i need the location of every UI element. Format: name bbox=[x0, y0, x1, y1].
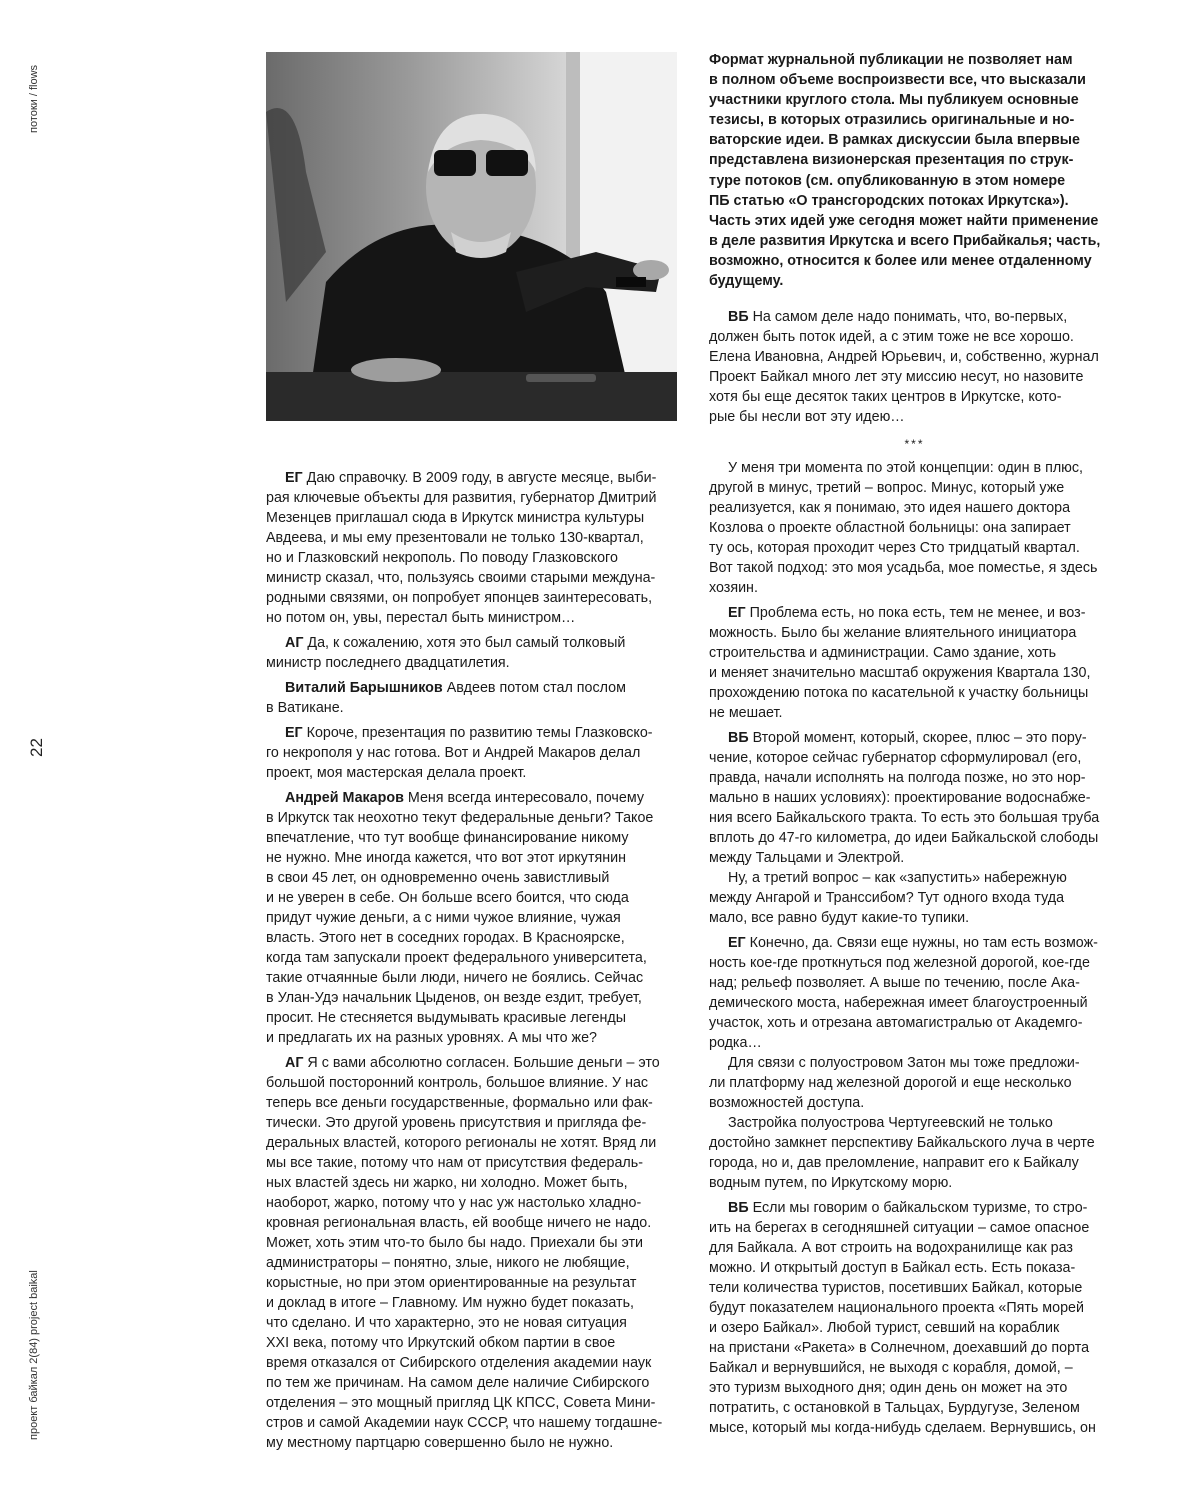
line-text: Авдеева, и мы ему презентовали не только 130-квартал, bbox=[266, 530, 644, 546]
text-line bbox=[709, 1073, 1129, 1093]
text-line bbox=[266, 1353, 686, 1373]
text-line bbox=[266, 868, 686, 888]
line-text: У меня три момента по этой концепции: один в плюс, bbox=[728, 460, 1084, 476]
text-line bbox=[709, 1278, 1129, 1298]
paragraph bbox=[266, 633, 686, 673]
speaker-label: ЕГ bbox=[728, 605, 746, 621]
line-text: кровная региональная власть, ей вообще ничего не надо. bbox=[266, 1215, 652, 1231]
line-text: между Ангарой и Транссибом? Тут одного входа туда bbox=[709, 890, 1065, 906]
paragraph bbox=[266, 788, 686, 1048]
line-text: Для связи с полуостровом Затон мы тоже предложи- bbox=[728, 1055, 1080, 1071]
text-line bbox=[266, 1433, 686, 1453]
text-line bbox=[266, 948, 686, 968]
text-line bbox=[266, 633, 686, 653]
text-line bbox=[266, 928, 686, 948]
line-text: участок, хоть и отрезана автомагистралью от Академго- bbox=[709, 1015, 1083, 1031]
text-line bbox=[709, 1338, 1129, 1358]
line-text: потратить, с остановкой в Тальцах, Бурдугузе, Зеленом bbox=[709, 1400, 1080, 1416]
text-line bbox=[709, 1358, 1129, 1378]
line-text: теперь все деньги государственные, формально или фак- bbox=[266, 1095, 653, 1111]
speaker-label: Андрей Макаров bbox=[285, 790, 404, 806]
text-line bbox=[266, 1413, 686, 1433]
speaker-label: АГ bbox=[285, 1055, 304, 1071]
portrait-photo bbox=[266, 52, 677, 421]
text-line bbox=[266, 1113, 686, 1133]
line-text: Ну, а третий вопрос – как «запустить» набережную bbox=[728, 870, 1067, 886]
text-line bbox=[709, 623, 1129, 643]
text-line bbox=[709, 347, 1129, 367]
speaker-label: ЕГ bbox=[285, 470, 303, 486]
paragraph bbox=[709, 307, 1129, 427]
right-column-top bbox=[709, 307, 1129, 427]
intro-line: ваторские идеи. В рамках дискуссии была впервые bbox=[709, 132, 1080, 149]
line-text: это туризм выходного дня; один день он может на это bbox=[709, 1380, 1068, 1396]
text-line bbox=[266, 588, 686, 608]
line-text: хозяин. bbox=[709, 580, 758, 596]
text-line bbox=[266, 508, 686, 528]
text-line bbox=[709, 848, 1129, 868]
text-line bbox=[709, 768, 1129, 788]
text-line bbox=[709, 888, 1129, 908]
line-text: ить на берегах в сегодняшней ситуации – самое опасное bbox=[709, 1220, 1090, 1236]
paragraph bbox=[709, 1113, 1129, 1193]
intro-line: тезисы, в которых отразились оригинальные и но- bbox=[709, 112, 1075, 129]
line-text: ли платформу над железной дорогой и еще несколько bbox=[709, 1075, 1072, 1091]
text-line bbox=[266, 653, 686, 673]
text-line bbox=[709, 1113, 1129, 1133]
line-text: вплоть до 47-го километра, до идеи Байкальской слободы bbox=[709, 830, 1099, 846]
paragraph bbox=[709, 933, 1129, 1053]
text-line bbox=[709, 458, 1129, 478]
line-text: Мезенцев приглашал сюда в Иркутск министра культуры bbox=[266, 510, 645, 526]
right-column bbox=[709, 458, 1129, 1438]
text-line bbox=[266, 743, 686, 763]
text-line bbox=[266, 1333, 686, 1353]
text-line bbox=[709, 558, 1129, 578]
line-text: большой посторонний контроль, большое влияние. У нас bbox=[266, 1075, 649, 1091]
journal-label: проект байкал 2(84) project baikal bbox=[28, 1270, 40, 1440]
line-text: можность. Было бы желание влиятельного инициатора bbox=[709, 625, 1077, 641]
text-line bbox=[266, 608, 686, 628]
line-text: строительства и администрации. Само здание, хоть bbox=[709, 645, 1057, 661]
paragraph bbox=[709, 1198, 1129, 1438]
text-line bbox=[709, 407, 1129, 427]
line-text: Проблема есть, но пока есть, тем не менее, и воз- bbox=[749, 605, 1086, 621]
line-text: му местному партцарю совершенно было не нужно. bbox=[266, 1435, 614, 1451]
text-line bbox=[266, 888, 686, 908]
text-line bbox=[266, 1133, 686, 1153]
line-text: родка… bbox=[709, 1035, 762, 1051]
text-line bbox=[266, 1008, 686, 1028]
line-text: На самом деле надо понимать, что, во-первых, bbox=[752, 309, 1068, 325]
line-text: но и Глазковский некрополь. По поводу Глазковского bbox=[266, 550, 618, 566]
line-text: и меняет значительно масштаб окружения Квартала 130, bbox=[709, 665, 1091, 681]
text-line bbox=[709, 953, 1129, 973]
text-line bbox=[709, 1238, 1129, 1258]
line-text: Байкал и вернувшийся, не выходя с корабля, домой, – bbox=[709, 1360, 1073, 1376]
text-line bbox=[709, 748, 1129, 768]
line-text: время отказался от Сибирского отделения академии наук bbox=[266, 1355, 652, 1371]
text-line bbox=[709, 908, 1129, 928]
paragraph bbox=[709, 1053, 1129, 1113]
line-text: реализуется, как я понимаю, это идея нашего доктора bbox=[709, 500, 1071, 516]
text-line bbox=[709, 1153, 1129, 1173]
text-line bbox=[709, 603, 1129, 623]
text-line bbox=[709, 1318, 1129, 1338]
line-text: Козлова о проекте областной больницы: она запирает bbox=[709, 520, 1071, 536]
line-text: впечатление, что тут вообще финансирование никому bbox=[266, 830, 629, 846]
intro-line: в деле развития Иркутска и всего Прибайкалья; часть, bbox=[709, 232, 1101, 249]
line-text: деральных властей, которого регионалы не хотят. Вряд ли bbox=[266, 1135, 657, 1151]
line-text: не мешает. bbox=[709, 705, 783, 721]
text-line bbox=[709, 993, 1129, 1013]
text-line bbox=[709, 1173, 1129, 1193]
text-line bbox=[266, 568, 686, 588]
text-line bbox=[709, 643, 1129, 663]
line-text: XXI века, потому что Иркутский обком партии в свое bbox=[266, 1335, 616, 1351]
text-line bbox=[266, 1253, 686, 1273]
line-text: администраторы – понятно, злые, никого не любящие, bbox=[266, 1255, 630, 1271]
intro-line: Часть этих идей уже сегодня может найти применение bbox=[709, 212, 1099, 229]
line-text: над; рельеф позволяет. А выше по течению, после Ака- bbox=[709, 975, 1080, 991]
speaker-label: ЕГ bbox=[285, 725, 303, 741]
line-text: мало, все равно будут какие-то тупики. bbox=[709, 910, 970, 926]
line-text: придут чужие деньги, а с ними чужое влияние, чужая bbox=[266, 910, 621, 926]
line-text: мы все такие, потому что нам от присутствия федераль- bbox=[266, 1155, 643, 1171]
text-line bbox=[709, 518, 1129, 538]
line-text: Елена Ивановна, Андрей Юрьевич, и, собственно, журнал bbox=[709, 349, 1099, 365]
section-separator: *** bbox=[904, 437, 925, 451]
line-text: когда там запускали проект федерального университета, bbox=[266, 950, 647, 966]
line-text: Вот такой подход: это моя усадьба, мое поместье, я здесь bbox=[709, 560, 1098, 576]
text-line bbox=[709, 1093, 1129, 1113]
intro-line: в полном объеме воспроизвести все, что высказали bbox=[709, 72, 1086, 89]
text-line bbox=[266, 723, 686, 743]
text-line bbox=[266, 1173, 686, 1193]
line-text: отделения – это мощный пригляд ЦК КПСС, Совета Мини- bbox=[266, 1395, 656, 1411]
text-line bbox=[709, 663, 1129, 683]
text-line bbox=[709, 1418, 1129, 1438]
line-text: правда, начали исполнять на полгода позже, но это нор- bbox=[709, 770, 1086, 786]
line-text: чение, которое сейчас губернатор сформулировал (его, bbox=[709, 750, 1082, 766]
line-text: ность кое-где проткнуться под железной дорогой, кое-где bbox=[709, 955, 1090, 971]
line-text: родными связями, он попробует японцев заинтересовать, bbox=[266, 590, 653, 606]
line-text: Может, хоть этим что-то было бы надо. Приехали бы эти bbox=[266, 1235, 644, 1251]
text-line bbox=[709, 1013, 1129, 1033]
text-line bbox=[266, 908, 686, 928]
line-text: по тем же причинам. На самом деле наличие Сибирского bbox=[266, 1375, 650, 1391]
text-line bbox=[709, 933, 1129, 953]
text-line bbox=[266, 1273, 686, 1293]
line-text: хотя бы еще десяток таких центров в Иркутске, кото- bbox=[709, 389, 1062, 405]
line-text: тически. Это другой уровень присутствия и пригляда фе- bbox=[266, 1115, 647, 1131]
text-line bbox=[266, 828, 686, 848]
line-text: ния всего Байкальского тракта. То есть это большая труба bbox=[709, 810, 1100, 826]
line-text: Даю справочку. В 2009 году, в августе месяце, выби- bbox=[306, 470, 657, 486]
text-line bbox=[266, 1073, 686, 1093]
paragraph bbox=[266, 468, 686, 628]
text-line bbox=[266, 968, 686, 988]
line-text: корыстные, но при этом ориентированные на результат bbox=[266, 1275, 637, 1291]
text-line bbox=[266, 1153, 686, 1173]
text-line bbox=[266, 1093, 686, 1113]
line-text: Проект Байкал много лет эту миссию несут, но назовите bbox=[709, 369, 1084, 385]
intro-line: туре потоков (см. опубликованную в этом номере bbox=[709, 172, 1066, 189]
text-line bbox=[709, 538, 1129, 558]
text-line bbox=[709, 578, 1129, 598]
text-line bbox=[266, 548, 686, 568]
line-text: Конечно, да. Связи еще нужны, но там есть возмож- bbox=[749, 935, 1098, 951]
text-line bbox=[709, 788, 1129, 808]
line-text: стров и самой Академии наук СССР, что нашему тогдашне- bbox=[266, 1415, 663, 1431]
line-text: ных властей здесь ни жарко, ни холодно. Может быть, bbox=[266, 1175, 628, 1191]
text-line bbox=[266, 678, 686, 698]
text-line bbox=[709, 1198, 1129, 1218]
speaker-label: ЕГ bbox=[728, 935, 746, 951]
speaker-label: ВБ bbox=[728, 730, 749, 746]
text-line bbox=[709, 1133, 1129, 1153]
line-text: такие отчаянные были люди, ничего не боялись. Сейчас bbox=[266, 970, 644, 986]
text-line bbox=[709, 828, 1129, 848]
text-line bbox=[709, 367, 1129, 387]
line-text: в Улан-Удэ начальник Цыденов, он везде ездит, требует, bbox=[266, 990, 642, 1006]
line-text: и доклад в итоге – Главному. Им нужно будет показать, bbox=[266, 1295, 635, 1311]
line-text: ту ось, которая проходит через Сто тридцатый квартал. bbox=[709, 540, 1080, 556]
intro-lead bbox=[709, 50, 1129, 291]
line-text: министр сказал, что, пользуясь своими старыми междуна- bbox=[266, 570, 656, 586]
text-line bbox=[709, 327, 1129, 347]
text-line bbox=[709, 478, 1129, 498]
text-line bbox=[266, 788, 686, 808]
paragraph bbox=[709, 458, 1129, 598]
text-line bbox=[709, 498, 1129, 518]
line-text: го некрополя у нас готова. Вот и Андрей Макаров делал bbox=[266, 745, 641, 761]
line-text: между Тальцами и Электрой. bbox=[709, 850, 905, 866]
text-line bbox=[709, 728, 1129, 748]
paragraph bbox=[266, 678, 686, 718]
line-text: рые бы несли вот эту идею… bbox=[709, 409, 905, 425]
speaker-label: АГ bbox=[285, 635, 304, 651]
page-number: 22 bbox=[27, 738, 46, 757]
line-text: Если мы говорим о байкальском туризме, то стро- bbox=[752, 1200, 1088, 1216]
section-label: потоки / flows bbox=[28, 64, 40, 133]
line-text: не нужно. Мне иногда кажется, что вот этот иркутянин bbox=[266, 850, 627, 866]
text-line bbox=[266, 808, 686, 828]
line-text: должен быть поток идей, а с этим тоже не все хорошо. bbox=[709, 329, 1074, 345]
text-line bbox=[266, 988, 686, 1008]
paragraph bbox=[709, 728, 1129, 868]
text-line bbox=[709, 868, 1129, 888]
line-text: власть. Этого нет в соседних городах. В Красноярске, bbox=[266, 930, 625, 946]
line-text: Короче, презентация по развитию темы Глазковско- bbox=[306, 725, 653, 741]
text-line bbox=[266, 528, 686, 548]
line-text: Второй момент, который, скорее, плюс – это пору- bbox=[752, 730, 1087, 746]
line-text: проект, моя мастерская делала проект. bbox=[266, 765, 527, 781]
line-text: мально в наших условиях): проектирование водоснабже- bbox=[709, 790, 1091, 806]
line-text: Меня всегда интересовало, почему bbox=[407, 790, 644, 806]
line-text: Я с вами абсолютно согласен. Большие деньги – это bbox=[307, 1055, 660, 1071]
line-text: на пристани «Ракета» в Солнечном, доехавший до порта bbox=[709, 1340, 1090, 1356]
text-line bbox=[709, 808, 1129, 828]
text-line bbox=[266, 468, 686, 488]
paragraph bbox=[709, 603, 1129, 723]
line-text: Застройка полуострова Чертугеевский не только bbox=[728, 1115, 1053, 1131]
text-line bbox=[266, 1393, 686, 1413]
text-line bbox=[709, 683, 1129, 703]
text-line bbox=[709, 703, 1129, 723]
intro-line: ПБ статью «О трансгородских потоках Иркутска»). bbox=[709, 192, 1069, 209]
text-line bbox=[709, 387, 1129, 407]
text-line bbox=[709, 1033, 1129, 1053]
line-text: города, но и, дав преломление, направит его к Байкалу bbox=[709, 1155, 1079, 1171]
paragraph bbox=[709, 868, 1129, 928]
line-text: и не уверен в себе. Он больше всего боится, что сюда bbox=[266, 890, 629, 906]
line-text: возможностей доступа. bbox=[709, 1095, 865, 1111]
text-line bbox=[709, 1378, 1129, 1398]
intro-line: представлена визионерская презентация по струк- bbox=[709, 152, 1074, 169]
text-line bbox=[266, 1053, 686, 1073]
line-text: просит. Не стесняется выдумывать красивые легенды bbox=[266, 1010, 627, 1026]
text-line bbox=[266, 1293, 686, 1313]
line-text: для Байкала. А вот строить на водохранилище как раз bbox=[709, 1240, 1073, 1256]
text-line bbox=[709, 307, 1129, 327]
text-line bbox=[266, 1213, 686, 1233]
line-text: достойно замкнет перспективу Байкальского луча в черте bbox=[709, 1135, 1095, 1151]
paragraph bbox=[266, 723, 686, 783]
text-line bbox=[709, 1218, 1129, 1238]
line-text: тели количества туристов, посетивших Байкал, которые bbox=[709, 1280, 1083, 1296]
line-text: в Ватикане. bbox=[266, 700, 344, 716]
line-text: мысе, который мы когда-нибудь сделаем. Вернувшись, он bbox=[709, 1420, 1096, 1436]
line-text: в Иркутск так неохотно текут федеральные деньги? Такое bbox=[266, 810, 654, 826]
text-line bbox=[266, 1233, 686, 1253]
line-text: водным путем, по Иркутскому морю. bbox=[709, 1175, 953, 1191]
text-line bbox=[266, 488, 686, 508]
intro-line: участники круглого стола. Мы публикуем основные bbox=[709, 92, 1079, 109]
text-line bbox=[709, 1298, 1129, 1318]
left-column bbox=[266, 468, 686, 1453]
line-text: прохождению потока по касательной к участку больницы bbox=[709, 685, 1089, 701]
text-line bbox=[266, 698, 686, 718]
speaker-label: ВБ bbox=[728, 309, 749, 325]
line-text: Авдеев потом стал послом bbox=[446, 680, 626, 696]
line-text: министр последнего двадцатилетия. bbox=[266, 655, 510, 671]
text-line bbox=[266, 1313, 686, 1333]
text-line bbox=[709, 1053, 1129, 1073]
line-text: в свои 45 лет, он одновременно очень завистливый bbox=[266, 870, 610, 886]
line-text: наоборот, жарко, потому что у нас уж настолько хладно- bbox=[266, 1195, 642, 1211]
text-line bbox=[709, 973, 1129, 993]
line-text: но потом он, увы, перестал быть министром… bbox=[266, 610, 576, 626]
speaker-label: ВБ bbox=[728, 1200, 749, 1216]
line-text: демического моста, набережная имеет благоустроенный bbox=[709, 995, 1088, 1011]
paragraph bbox=[266, 1053, 686, 1453]
line-text: можно. И открытый доступ в Байкал есть. Есть показа- bbox=[709, 1260, 1076, 1276]
text-line bbox=[266, 1373, 686, 1393]
line-text: рая ключевые объекты для развития, губернатор Дмитрий bbox=[266, 490, 657, 506]
intro-line: Формат журнальной публикации не позволяет нам bbox=[709, 52, 1073, 68]
line-text: что сделано. И что характерно, это не новая ситуация bbox=[266, 1315, 627, 1331]
text-line bbox=[266, 1028, 686, 1048]
text-line bbox=[266, 1193, 686, 1213]
speaker-label: Виталий Барышников bbox=[285, 680, 443, 696]
line-text: Да, к сожалению, хотя это был самый толковый bbox=[307, 635, 626, 651]
text-line bbox=[709, 1258, 1129, 1278]
intro-line: будущему. bbox=[709, 273, 784, 290]
line-text: и предлагать их на разных уровнях. А мы что же? bbox=[266, 1030, 597, 1046]
line-text: другой в минус, третий – вопрос. Минус, который уже bbox=[709, 480, 1065, 496]
text-line bbox=[266, 848, 686, 868]
intro-line: возможно, относится к более или менее отдаленному bbox=[709, 252, 1092, 269]
line-text: будут показателем национального проекта «Пять морей bbox=[709, 1300, 1084, 1316]
text-line bbox=[266, 763, 686, 783]
text-line bbox=[709, 1398, 1129, 1418]
line-text: и озеро Байкал». Любой турист, севший на кораблик bbox=[709, 1320, 1060, 1336]
